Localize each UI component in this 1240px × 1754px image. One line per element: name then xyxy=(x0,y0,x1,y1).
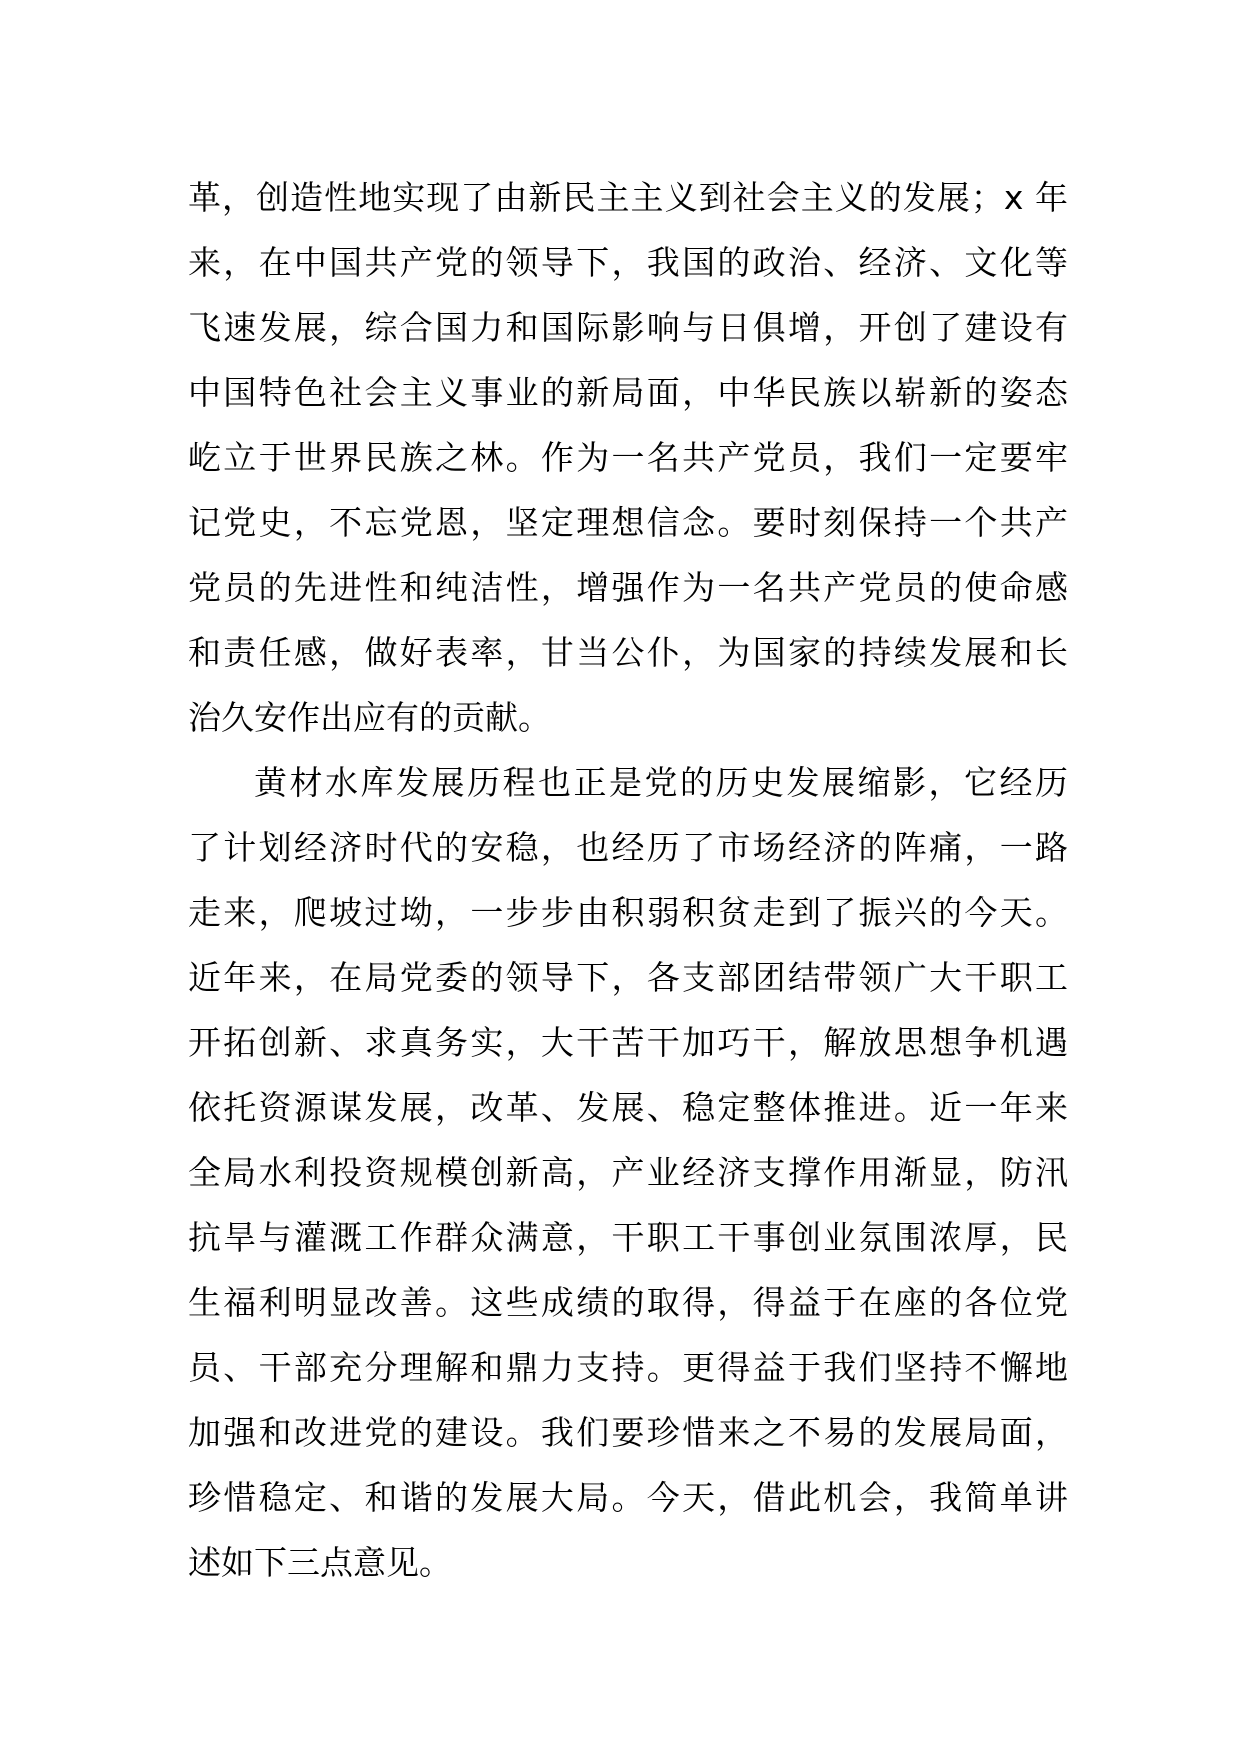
text-line: 治久安作出应有的贡献。 xyxy=(188,698,551,737)
paragraph-first-line: 黄材水库发展历程也正是党的历史发展缩影，它经历 xyxy=(254,763,1068,802)
text-line: 中国特色社会主义事业的新局面，中华民族以崭新的姿态 xyxy=(188,373,1068,412)
text-line: 开拓创新、求真务实，大干苦干加巧干，解放思想争机遇 xyxy=(188,1023,1068,1062)
text-line: 珍惜稳定、和谐的发展大局。今天，借此机会，我简单讲 xyxy=(188,1478,1068,1517)
text-line: 革，创造性地实现了由新民主主义到社会主义的发展；x 年 xyxy=(188,178,1068,217)
text-line: 和责任感，做好表率，甘当公仆，为国家的持续发展和长 xyxy=(188,633,1068,672)
text-line: 走来，爬坡过坳，一步步由积弱积贫走到了振兴的今天。 xyxy=(188,893,1068,932)
text-line: 来，在中国共产党的领导下，我国的政治、经济、文化等 xyxy=(188,243,1068,282)
text-line: 抗旱与灌溉工作群众满意，干职工干事创业氛围浓厚，民 xyxy=(188,1218,1068,1257)
text-line: 员、干部充分理解和鼎力支持。更得益于我们坚持不懈地 xyxy=(188,1348,1068,1387)
text-line: 依托资源谋发展，改革、发展、稳定整体推进。近一年来 xyxy=(188,1088,1068,1127)
text-line: 生福利明显改善。这些成绩的取得，得益于在座的各位党 xyxy=(188,1283,1068,1322)
text-line: 党员的先进性和纯洁性，增强作为一名共产党员的使命感 xyxy=(188,568,1068,607)
text-line: 近年来，在局党委的领导下，各支部团结带领广大干职工 xyxy=(188,958,1068,997)
text-line: 屹立于世界民族之林。作为一名共产党员，我们一定要牢 xyxy=(188,438,1068,477)
text-line: 记党史，不忘党恩，坚定理想信念。要时刻保持一个共产 xyxy=(188,503,1068,542)
text-line: 了计划经济时代的安稳，也经历了市场经济的阵痛，一路 xyxy=(188,828,1068,867)
text-line: 述如下三点意见。 xyxy=(188,1543,452,1582)
text-line: 飞速发展，综合国力和国际影响与日俱增，开创了建设有 xyxy=(188,308,1068,347)
text-line: 全局水利投资规模创新高，产业经济支撑作用渐显，防汛 xyxy=(188,1153,1068,1192)
text-line: 加强和改进党的建设。我们要珍惜来之不易的发展局面， xyxy=(188,1413,1068,1452)
body-text xyxy=(188,165,1068,1595)
